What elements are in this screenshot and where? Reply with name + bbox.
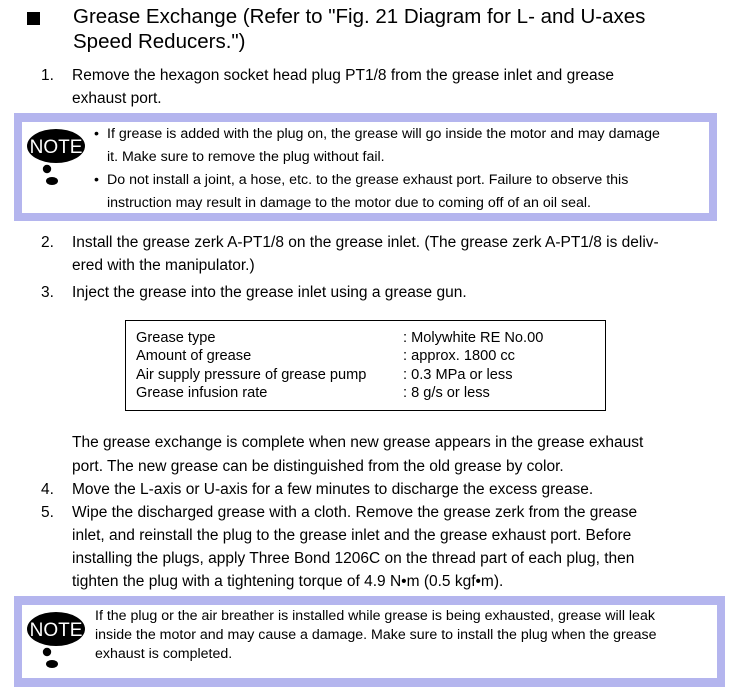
step-text-line: Move the L-axis or U-axis for a few minutes to discharge the excess grease. (72, 481, 594, 498)
note-bullet-item (94, 123, 714, 169)
step-number: 3. (41, 284, 54, 301)
note-line: If the plug or the air breather is installed while grease is being exhausted, grease will leak (95, 608, 655, 624)
heading-line-2: Speed Reducers.") (73, 30, 246, 53)
step-text-line: Wipe the discharged grease with a cloth. Remove the grease zerk from the grease (72, 504, 638, 521)
note-line: it. Make sure to remove the plug without fail. (107, 149, 385, 165)
step-number: 5. (41, 504, 54, 521)
note-icon-label: NOTE (29, 620, 83, 641)
paragraph-line: The grease exchange is complete when new grease appears in the grease exhaust (72, 434, 644, 451)
completion-paragraph (72, 431, 722, 478)
step-2 (0, 231, 739, 279)
heading-line-1: Grease Exchange (Refer to "Fig. 21 Diagram for L- and U-axes (73, 5, 646, 28)
grease-spec-table (125, 320, 606, 411)
step-text-line: installing the plugs, apply Three Bond 1206C on the thread part of each plug, then (72, 550, 635, 567)
step-text-line: inlet, and reinstall the plug to the grease inlet and the grease exhaust port. Before (72, 527, 632, 544)
step-3 (0, 281, 739, 305)
spec-value: : Molywhite RE No.00 (403, 330, 544, 346)
spec-value: : approx. 1800 cc (403, 348, 515, 364)
note-box-2 (14, 596, 725, 687)
note-line: inside the motor and may cause a damage. Make sure to install the plug when the grease (95, 627, 657, 643)
section-bullet (27, 12, 40, 25)
note-box-1 (14, 113, 717, 221)
step-text-line: tighten the plug with a tightening torque of 4.9 N•m (0.5 kgf•m). (72, 573, 504, 590)
step-number: 2. (41, 234, 54, 251)
note-2-text (95, 607, 715, 664)
step-text-line: Remove the hexagon socket head plug PT1/8 from the grease inlet and grease (72, 67, 614, 84)
note-icon-label: NOTE (29, 137, 83, 158)
note-icon (26, 608, 88, 670)
note-line: exhaust is completed. (95, 646, 233, 662)
paragraph-line: port. The new grease can be distinguished from the old grease by color. (72, 457, 564, 475)
step-text-line: exhaust port. (72, 90, 162, 107)
spec-value: : 0.3 MPa or less (403, 367, 513, 383)
step-text-line: Inject the grease into the grease inlet using a grease gun. (72, 284, 467, 301)
step-number: 1. (41, 67, 54, 84)
section-heading (73, 4, 723, 54)
spec-key: Air supply pressure of grease pump (136, 367, 367, 383)
note-line: instruction may result in damage to the motor due to coming off of an oil seal. (107, 195, 591, 211)
note-bullet-item (94, 169, 714, 215)
spec-key: Grease infusion rate (136, 385, 268, 401)
spec-key: Amount of grease (136, 348, 252, 364)
note-line: Do not install a joint, a hose, etc. to the grease exhaust port. Failure to observe this (107, 172, 629, 188)
note-icon (26, 125, 88, 187)
note-1-text (94, 123, 714, 215)
step-1 (0, 64, 739, 112)
spec-value: : 8 g/s or less (403, 385, 490, 401)
step-text-line: Install the grease zerk A-PT1/8 on the grease inlet. (The grease zerk A-PT1/8 is deliv- (72, 234, 659, 251)
step-4 (0, 478, 739, 502)
step-text-line: ered with the manipulator.) (72, 257, 255, 274)
step-number: 4. (41, 481, 54, 498)
spec-key: Grease type (136, 330, 216, 346)
note-line: If grease is added with the plug on, the grease will go inside the motor and may damage (107, 126, 660, 142)
step-5 (0, 501, 739, 595)
bullet-mark: • (94, 172, 99, 188)
bullet-mark: • (94, 126, 99, 142)
